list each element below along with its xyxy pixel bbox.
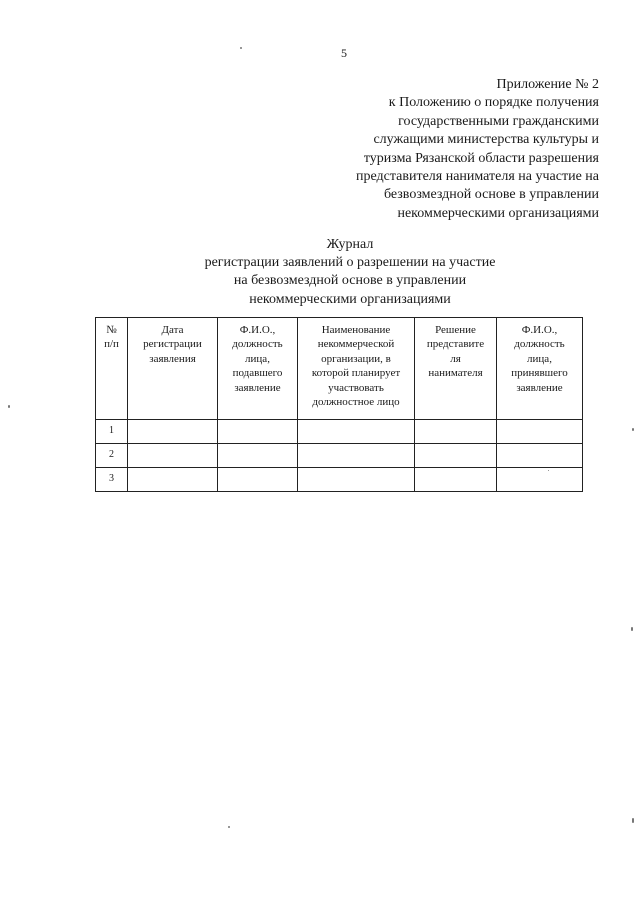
column-header-line: Наименование <box>321 324 391 336</box>
column-header-line: заявление <box>234 381 281 394</box>
table-cell <box>128 444 218 468</box>
table-cell <box>218 420 298 444</box>
appendix-line: к Положению о порядке получения <box>388 95 599 111</box>
table-row <box>96 468 583 492</box>
column-header-line: п/п <box>104 338 119 351</box>
column-header <box>218 318 298 420</box>
column-header-line: заявление <box>516 381 563 394</box>
column-header-line: регистрации <box>143 338 202 351</box>
table-cell <box>218 444 298 468</box>
page-number: 5 <box>341 46 347 60</box>
column-header-line: организации, в <box>321 352 391 365</box>
table-cell <box>415 468 497 492</box>
column-header <box>298 318 415 420</box>
row-number-cell: 1 <box>96 420 128 444</box>
scan-speck <box>548 470 549 471</box>
appendix-line: Приложение № 2 <box>496 77 599 92</box>
column-header-line: заявления <box>149 352 196 365</box>
table-cell <box>128 468 218 492</box>
column-header-line: которой планирует <box>311 367 401 380</box>
table-cell <box>415 420 497 444</box>
journal-title-line: Журнал <box>326 237 374 252</box>
scan-speck <box>632 428 634 431</box>
table-row <box>96 444 583 468</box>
column-header-line: должность <box>232 338 283 351</box>
scan-speck <box>631 627 633 631</box>
scan-speck <box>228 826 230 828</box>
table-cell <box>298 420 415 444</box>
column-header-line: должность <box>514 338 565 351</box>
table-cell <box>128 420 218 444</box>
column-header-line: Ф.И.О., <box>521 324 558 336</box>
table-cell <box>218 468 298 492</box>
column-header-line: Дата <box>161 324 184 336</box>
appendix-line: представителя нанимателя на участие на <box>356 169 599 185</box>
column-header-line: представите <box>426 338 485 351</box>
table-body <box>96 420 583 492</box>
column-header-line: Решение <box>435 324 476 336</box>
journal-title-line: регистрации заявлений о разрешении на участие <box>204 255 496 271</box>
table-cell <box>497 468 583 492</box>
table-row <box>96 420 583 444</box>
table-cell <box>497 444 583 468</box>
column-header <box>128 318 218 420</box>
table-cell <box>415 444 497 468</box>
appendix-line: государственными гражданскими <box>398 113 599 129</box>
row-number-cell: 3 <box>96 468 128 492</box>
table-cell <box>497 420 583 444</box>
column-header-line: подавшего <box>232 367 283 380</box>
appendix-line: безвозмездной основе в управлении <box>383 187 599 203</box>
appendix-line: служащими министерства культуры и <box>373 132 599 148</box>
column-header-line: лица, <box>245 352 270 365</box>
table-cell <box>298 468 415 492</box>
column-header-line: Ф.И.О., <box>239 324 276 336</box>
appendix-line: некоммерческими организациями <box>397 205 599 221</box>
column-header-line: лица, <box>527 352 552 365</box>
column-header-line: участвовать <box>328 381 384 394</box>
scan-speck <box>632 818 634 823</box>
column-header-line: нанимателя <box>428 367 483 380</box>
column-header <box>497 318 583 420</box>
journal-title <box>150 236 550 309</box>
table-header-row <box>96 318 583 420</box>
column-header-line: принявшего <box>511 367 568 380</box>
journal-title-line: на безвозмездной основе в управлении <box>233 273 467 289</box>
column-header-line: ля <box>450 352 461 365</box>
column-header-line: № <box>106 324 117 336</box>
column-header-line: должностное лицо <box>312 396 400 409</box>
column-header-line: некоммерческой <box>317 338 395 351</box>
table-cell <box>298 444 415 468</box>
appendix-header <box>279 76 599 223</box>
scan-speck <box>8 405 10 408</box>
journal-title-line: некоммерческими организациями <box>249 291 451 307</box>
column-header <box>415 318 497 420</box>
column-header <box>96 318 128 420</box>
row-number-cell: 2 <box>96 444 128 468</box>
journal-table <box>95 317 583 492</box>
scan-speck <box>240 47 242 49</box>
appendix-line: туризма Рязанской области разрешения <box>363 150 599 166</box>
